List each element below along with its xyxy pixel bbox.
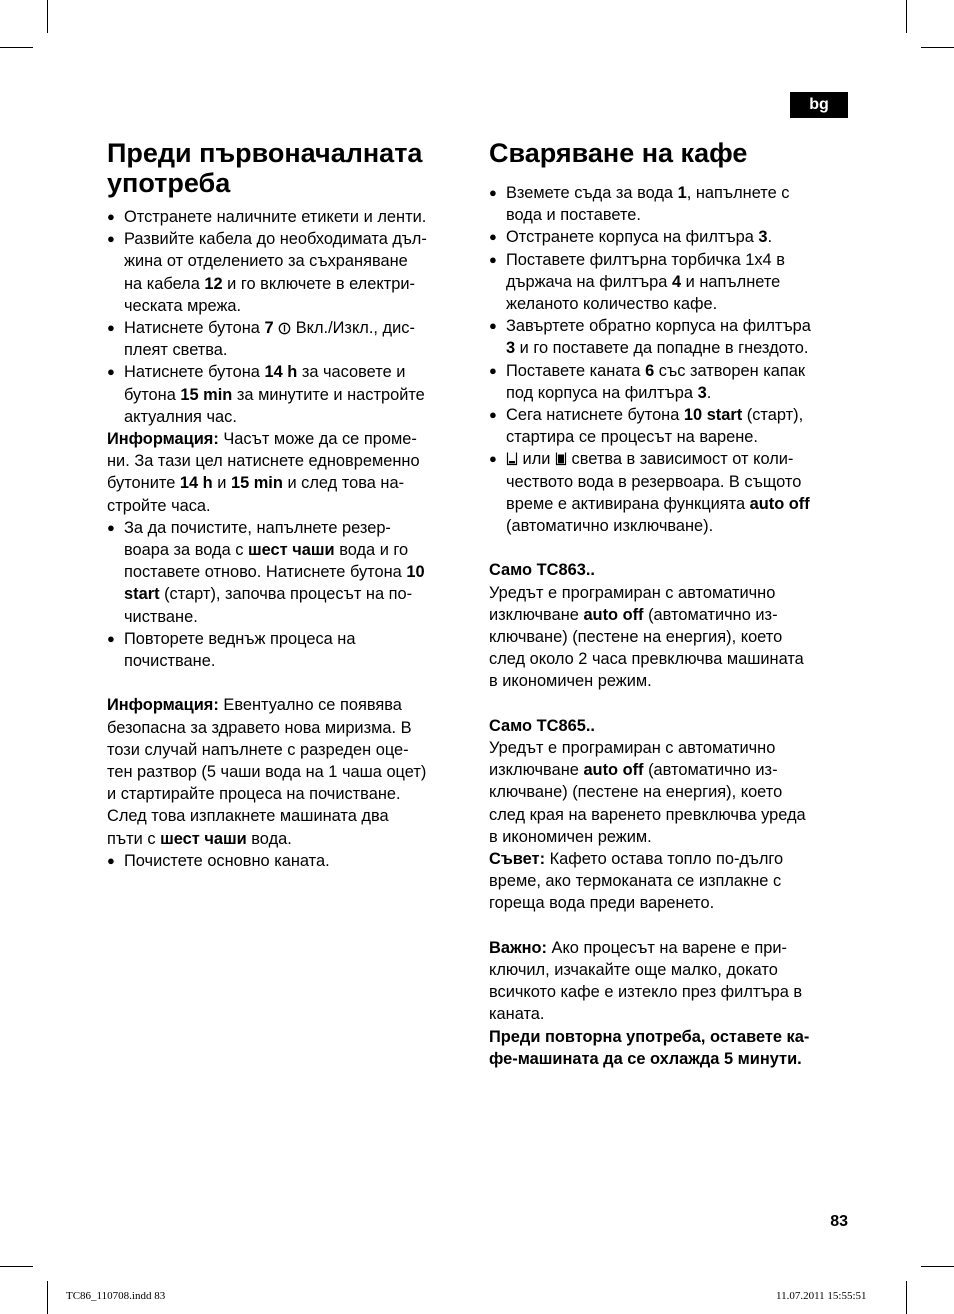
crop-mark bbox=[0, 47, 33, 48]
crop-mark bbox=[921, 47, 954, 48]
list-item: ● Развийте кабела до необходимата дъл- жина от отделението за съхраняване на кабела 12 и го включете в електри- ческата мрежа. bbox=[107, 228, 469, 317]
info-paragraph: Информация: Евентуално се появява безопасна за здравето нова миризма. В този случай напълнете с разреден оце- тен разтвор (5 чаши вода на 1 чаша оцет) и стартирайте процеса на почистване. След това изплакнете машината два пъти с шест чаши вода. bbox=[107, 696, 427, 848]
list-item: ● Вземете съда за вода 1, напълнете с вода и поставете. bbox=[489, 182, 854, 226]
list-item: ● Отстранете корпуса на филтъра 3. bbox=[489, 226, 854, 248]
list-item: ● Сега натиснете бутона 10 start (старт), стартира се процесът на варене. bbox=[489, 404, 854, 448]
list-item: ● Завъртете обратно корпуса на филтъра 3 и го поставете да попадне в гнездото. bbox=[489, 315, 854, 359]
crop-mark bbox=[906, 0, 907, 33]
important-paragraph: Важно: Ако процесът на варене е при- ключил, изчакайте още малко, докато всичкото кафе е изтекло през филтъра в каната. Преди повторна употреба, оставете ка- фе-машината да се охлажда 5 минути. bbox=[489, 938, 810, 1068]
list-item: ● Поставете филтърна торбичка 1x4 в държача на филтъра 4 и напълнете желаното количество кафе. bbox=[489, 249, 854, 316]
section-title-before-first-use: Преди първоначалната употреба bbox=[107, 138, 423, 198]
list-item: ● или светва в зависимост от коли- чеството вода в резервоара. В същото време е активирана функцията auto off (автоматично изключване). bbox=[489, 448, 854, 537]
page-number: 83 bbox=[830, 1213, 848, 1230]
model-tc863-note: Само TC863.. Уредът е програмиран с автоматично изключване auto off (автоматично из- ключване) (пестене на енергия), което след около 2 часа превключва машината в икономичен режим. bbox=[489, 561, 804, 691]
slug-timestamp: 11.07.2011 15:55:51 bbox=[776, 1290, 867, 1302]
water-level-low-icon bbox=[506, 451, 518, 466]
info-paragraph: Информация: Часът може да се проме- ни. За тази цел натиснете едновременно бутоните 14 h и 15 min и след това на- стройте часа. bbox=[107, 430, 420, 515]
list-item: ● Натиснете бутона 7 Вкл./Изкл., дис- плеят светва. bbox=[107, 317, 469, 361]
language-tab: bg bbox=[790, 92, 848, 118]
water-level-full-icon bbox=[555, 451, 567, 466]
list-item: ● Отстранете наличните етикети и ленти. bbox=[107, 206, 469, 228]
list-item: ● Повторете веднъж процеса на почистване. bbox=[107, 628, 469, 672]
slug-filename: TC86_110708.indd 83 bbox=[66, 1290, 166, 1302]
list-item: ● Почистете основно каната. bbox=[107, 850, 469, 872]
crop-mark bbox=[906, 1281, 907, 1314]
left-column bbox=[107, 138, 469, 872]
list-item: ● Натиснете бутона 14 h за часовете и бутона 15 min за минутите и настройте актуалния час. bbox=[107, 361, 469, 428]
section-title-brewing-coffee: Сваряване на кафе bbox=[489, 138, 748, 168]
crop-mark bbox=[47, 0, 48, 33]
power-icon bbox=[278, 321, 291, 335]
tip-paragraph: Съвет: Кафето остава топло по-дълго време, ако термоканата се изплакне с гореща вода преди варенето. bbox=[489, 850, 784, 913]
list-item: ● Поставете каната 6 със затворен капак под корпуса на филтъра 3. bbox=[489, 360, 854, 404]
list-item: ● За да почистите, напълнете резер- воара за вода с шест чаши вода и го поставете отново. Натиснете бутона 10 start (старт), започва процесът на по- чистване. bbox=[107, 517, 469, 628]
crop-mark bbox=[921, 1266, 954, 1267]
crop-mark bbox=[47, 1281, 48, 1314]
right-column bbox=[489, 138, 854, 1070]
model-tc865-note: Само TC865.. Уредът е програмиран с автоматично изключване auto off (автоматично из- ключване) (пестене на енергия), което след края на варенето превключва уреда в икономичен режим. bbox=[489, 716, 806, 846]
crop-mark bbox=[0, 1266, 33, 1267]
